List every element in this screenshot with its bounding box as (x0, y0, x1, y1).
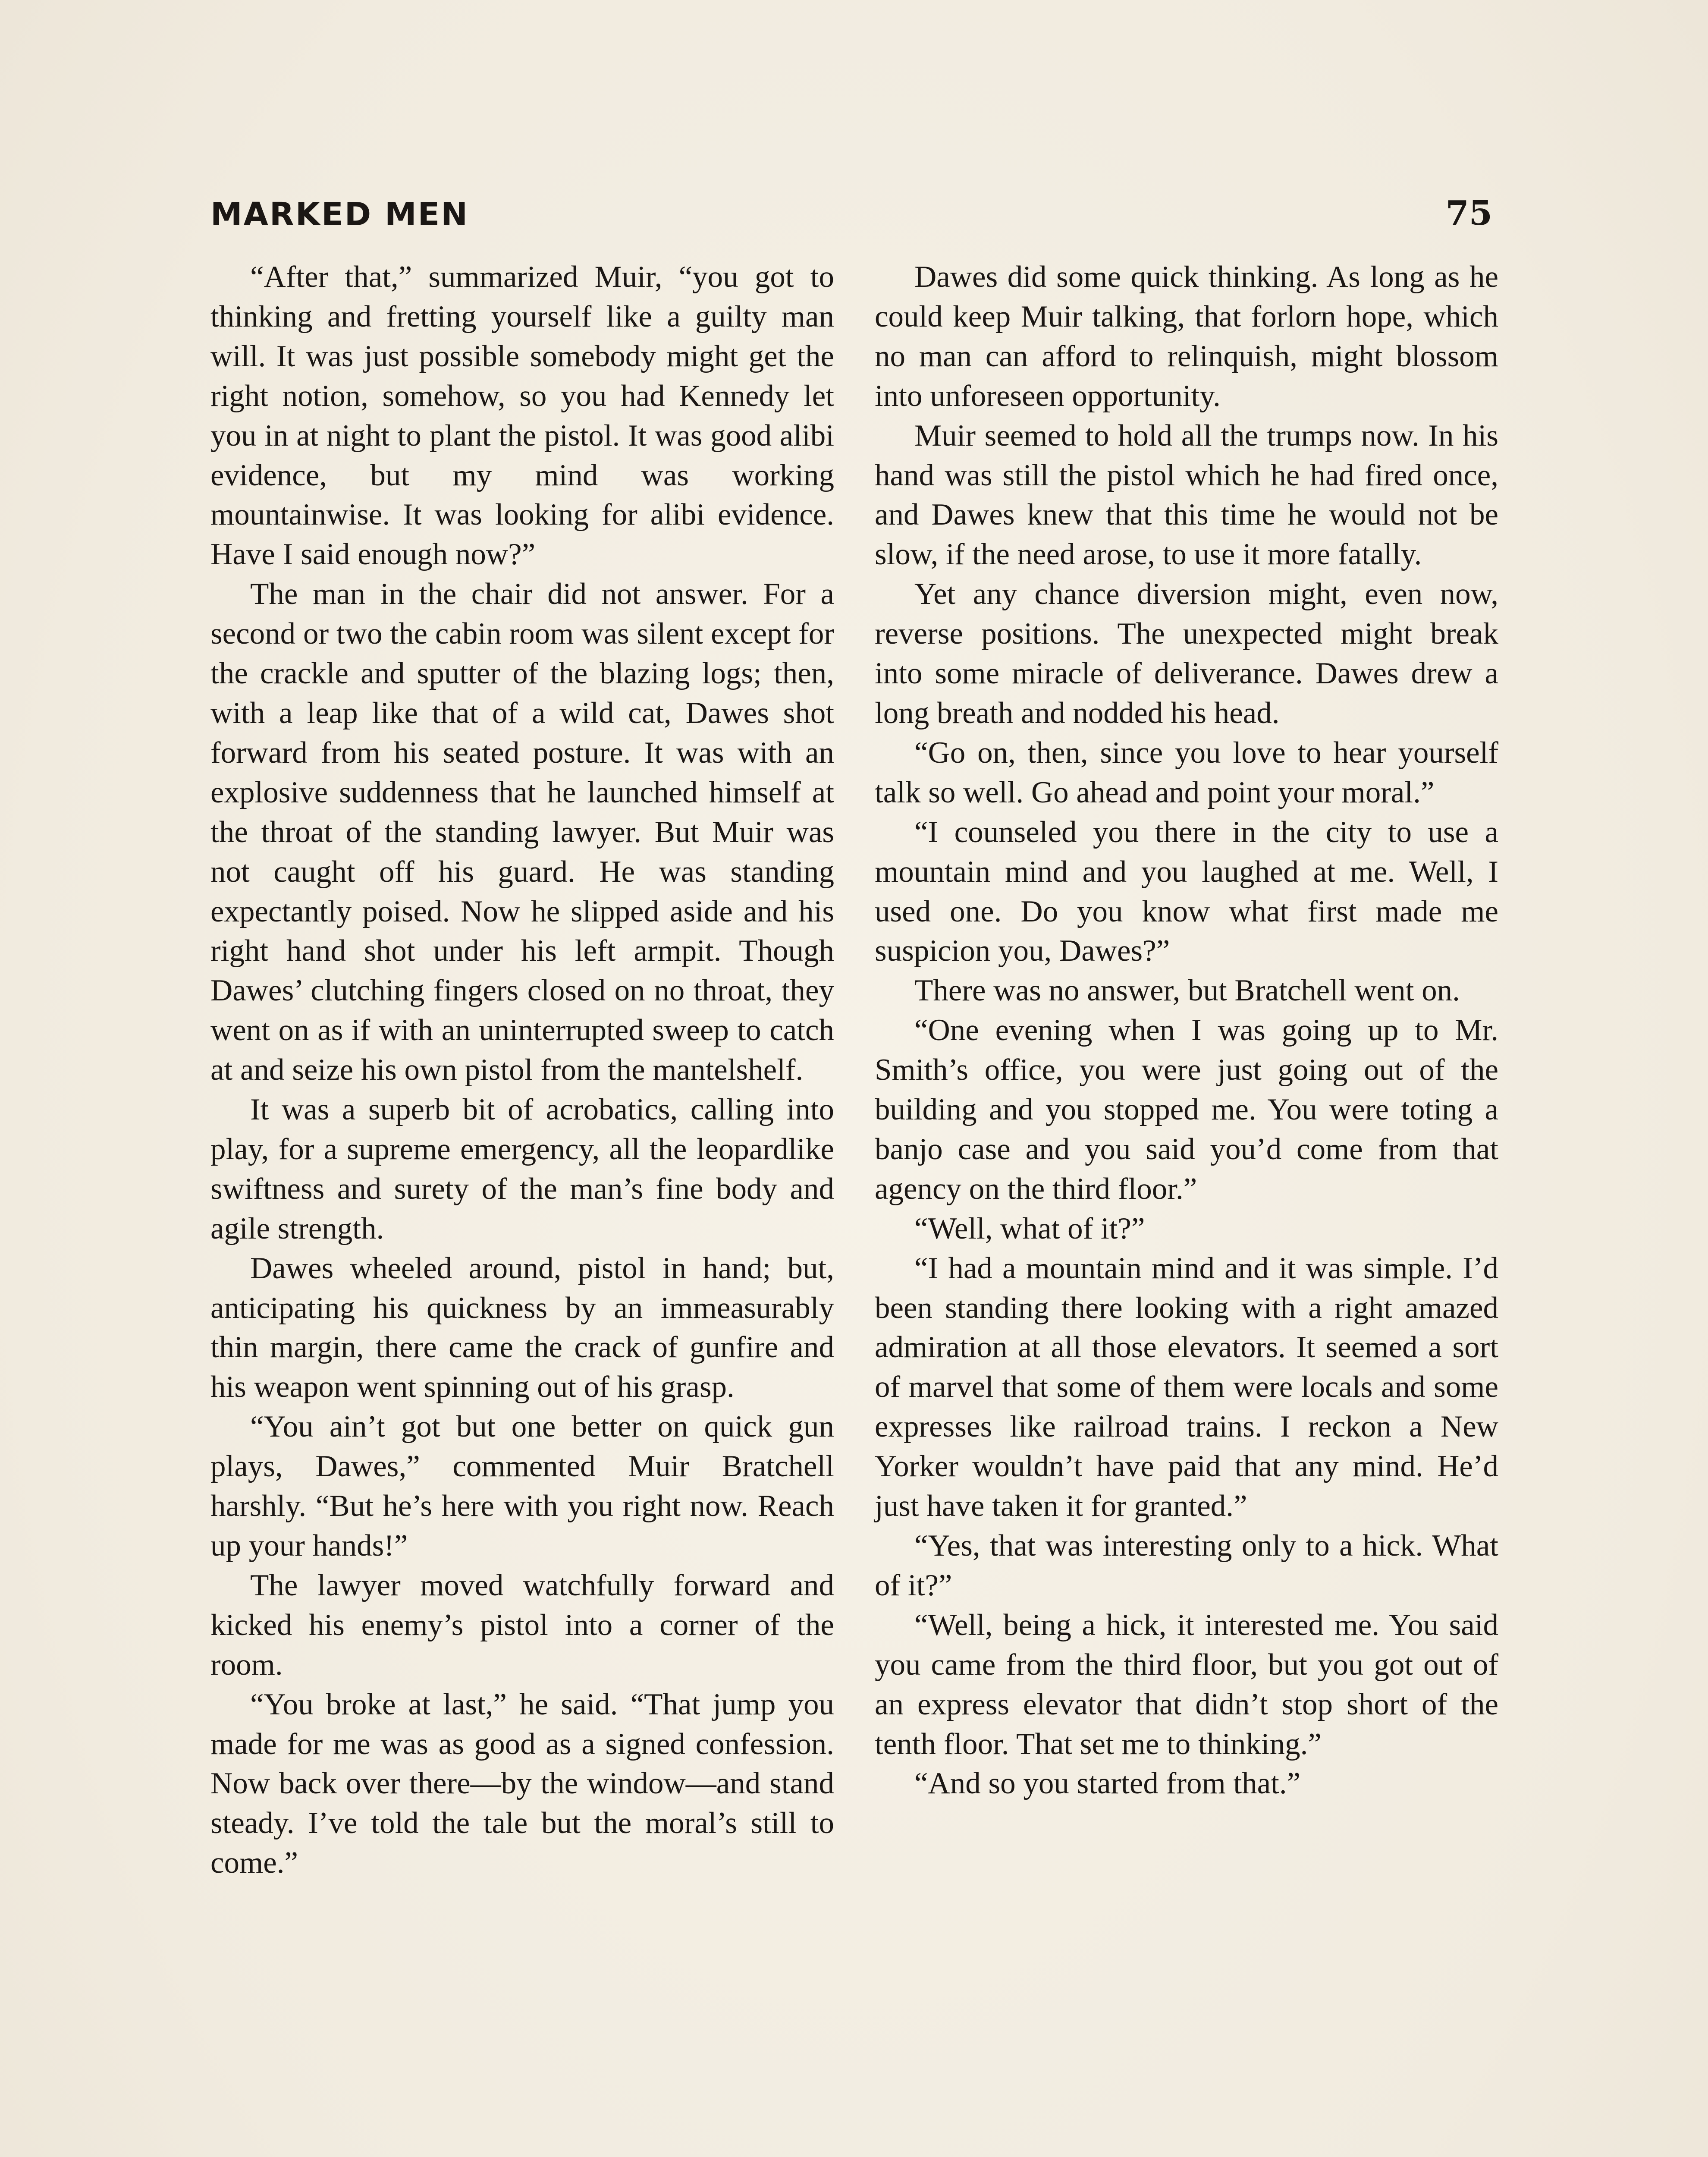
paragraph: “I had a mountain mind and it was simple. I’d been standing there looking with a right amazed admiration at all those elevators. It seemed a sort of marvel that some of them were locals and some expresses like railroad trains. I reckon a New Yorker wouldn’t have paid that any mind. He’d just have taken it for granted.” (875, 1251, 1498, 1523)
running-head: MARKED MEN (210, 196, 469, 233)
paragraph: It was a superb bit of acrobatics, calling into play, for a supreme emergency, all the leopardlike swiftness and surety of the man’s fine body and agile strength. (210, 1093, 834, 1245)
paragraph: “Well, being a hick, it interested me. You said you came from the third floor, but you got out of an express elevator that didn’t stop short of the tenth floor. That set me to thinking.” (875, 1608, 1498, 1761)
paragraph: Dawes wheeled around, pistol in hand; but, anticipating his quickness by an immeasurably thin margin, there came the crack of gunfire and his weapon went spinning out of his grasp. (210, 1251, 834, 1404)
paragraph: There was no answer, but Bratchell went on. (914, 974, 1460, 1008)
paragraph: Dawes did some quick thinking. As long as he could keep Muir talking, that forlorn hope, which no man can afford to relinquish, might blossom into unforeseen opportunity. (875, 260, 1498, 413)
left-column (210, 258, 834, 1883)
paragraph: The man in the chair did not answer. For a second or two the cabin room was silent except for the crackle and sputter of the blazing logs; then, with a leap like that of a wild cat, Dawes shot forward from his seated posture. It was with an explosive suddenness that he launched himself at the throat of the standing lawyer. But Muir was not caught off his guard. He was standing expectantly poised. Now he slipped aside and his right hand shot under his left armpit. Though Dawes’ clutching fingers closed on no throat, they went on as if with an uninterrupted sweep to catch at and seize his own pistol from the mantelshelf. (210, 577, 834, 1087)
paragraph: “I counseled you there in the city to use a mountain mind and you laughed at me. Well, I used one. Do you know what first made me suspicion you, Dawes?” (875, 815, 1498, 968)
paragraph: “After that,” summarized Muir, “you got to thinking and fretting yourself like a guilty man will. It was just possible somebody might get the right notion, somehow, so you had Kennedy let you in at night to plant the pistol. It was good alibi evidence, but my mind was working mountainwise. It was looking for alibi evidence. Have I said enough now?” (210, 260, 834, 572)
paragraph: “You ain’t got but one better on quick gun plays, Dawes,” commented Muir Bratchell harshly. “But he’s here with you right now. Reach up your hands!” (210, 1410, 834, 1563)
page-number: 75 (1445, 194, 1492, 233)
paragraph: “Go on, then, since you love to hear yourself talk so well. Go ahead and point your moral.” (875, 736, 1498, 809)
paragraph: “Yes, that was interesting only to a hick. What of it?” (875, 1529, 1498, 1602)
paragraph: “You broke at last,” he said. “That jump you made for me was as good as a signed confession. Now back over there—by the window—and stand steady. I’ve told the tale but the moral’s still to come.” (210, 1687, 834, 1880)
paragraph: “Well, what of it?” (914, 1211, 1145, 1245)
paragraph: “And so you started from that.” (914, 1767, 1301, 1801)
paragraph: Yet any chance diversion might, even now, reverse positions. The unexpected might break into some miracle of deliverance. Dawes drew a long breath and nodded his head. (875, 577, 1498, 730)
right-column (875, 258, 1498, 1804)
paragraph: Muir seemed to hold all the trumps now. In his hand was still the pistol which he had fired once, and Dawes knew that this time he would not be slow, if the need arose, to use it more fatally. (875, 418, 1498, 572)
paragraph: “One evening when I was going up to Mr. Smith’s office, you were just going out of the building and you stopped me. You were toting a banjo case and you said you’d come from that agency on the third floor.” (875, 1013, 1498, 1206)
page-header (210, 181, 1492, 233)
paragraph: The lawyer moved watchfully forward and kicked his enemy’s pistol into a corner of the room. (210, 1568, 834, 1682)
